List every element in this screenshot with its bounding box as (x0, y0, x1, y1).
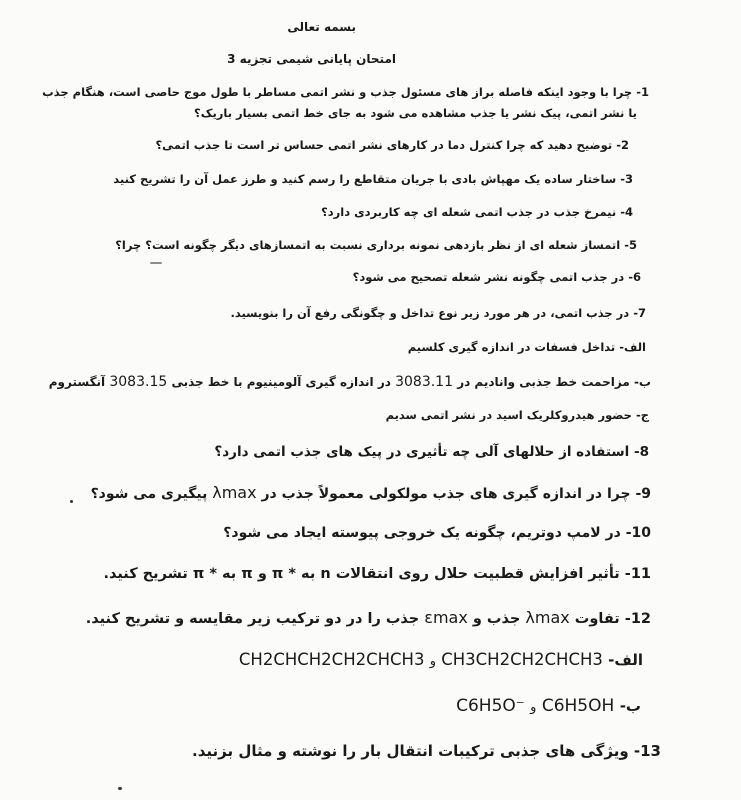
question-text: تفاوت (574, 611, 620, 627)
part-text: در اندازه گیری آلومینیوم با خط جذبی (171, 375, 391, 389)
wavelength-value: 3083.15 (109, 374, 168, 390)
question-12-part-a (239, 650, 643, 669)
question-9 (91, 483, 651, 502)
epsilon-max-symbol: εmax (424, 608, 468, 627)
scan-speck (150, 262, 162, 264)
question-number: 11- (624, 566, 651, 582)
question-number: 4- (620, 205, 633, 219)
question-12 (86, 608, 651, 627)
question-text: در جذب اتمی، در هر مورد زیر نوع تداخل و چگونگی رفع آن را بنویسید. (230, 306, 630, 320)
question-8 (214, 444, 649, 460)
question-11 (103, 566, 651, 582)
question-text: ساختار ساده یک مهپاش بادی با جریان متقاطع را رسم کنید و طرز عمل آن را تشریح کنید (113, 172, 617, 186)
question-number: 3- (620, 172, 633, 186)
question-text: اتمساز شعله ای از نظر بازدهی نمونه برداری نسبت به اتمسازهای دیگر چگونه است؟ چرا؟ (115, 238, 621, 252)
compound-formula: C6H5O⁻ (456, 696, 525, 716)
question-7-part-b (49, 374, 651, 390)
conjunction: و (530, 700, 537, 715)
part-label: ب- (633, 375, 651, 389)
question-7-part-c (386, 408, 649, 422)
question-text: توضیح دهید که چرا کنترل دما در کارهای نشر اتمی حساس تر است تا جذب اتمی؟ (155, 138, 613, 152)
question-text: استفاده از حلالهای آلی چه تأثیری در پیک های جذب اتمی دارد؟ (214, 444, 630, 460)
compound-formula: CH2CHCH2CH2CHCH3 (238, 650, 425, 669)
part-label: الف- (608, 651, 643, 669)
question-text: در لامپ دوتریم، چگونه یک خروجی پیوسته ایجاد می شود؟ (223, 525, 621, 541)
question-3 (113, 172, 633, 186)
question-12-part-b (456, 696, 641, 716)
question-number: 10- (625, 525, 651, 541)
question-text: تأثیر افزایش قطبیت حلال روی انتقالات n به * π و π به * π تشریح کنید. (103, 566, 620, 582)
question-text: چرا با وجود اینکه فاصله براز های مسئول جذب و نشر اتمی مساطر با طول موج حاصی است، هنگام جذب (42, 85, 633, 99)
question-number: 6- (628, 270, 641, 284)
question-13 (192, 742, 661, 760)
question-7 (230, 306, 646, 320)
part-text: آنگستروم (48, 375, 106, 389)
question-text: جذب را در دو ترکیب زیر مقایسه و تشریح کنید. (85, 611, 420, 627)
question-number: 2- (616, 138, 629, 152)
bismillah-heading: بسمه تعالی (287, 20, 356, 34)
question-6 (353, 270, 641, 284)
question-number: 7- (633, 306, 646, 320)
question-text: پیگیری می شود؟ (90, 486, 208, 502)
question-number: 5- (624, 238, 637, 252)
part-text: حضور هیدروکلریک اسید در نشر اتمی سدیم (385, 408, 632, 422)
compound-formula: C6H5OH (541, 696, 615, 716)
question-text: در جذب اتمی چگونه نشر شعله تصحیح می شود؟ (352, 270, 625, 284)
question-text: چرا در اندازه گیری های جذب مولکولی معمولاً جذب در (261, 486, 631, 502)
wavelength-value: 3083.11 (395, 374, 453, 390)
question-4 (321, 205, 633, 219)
question-number: 12- (624, 611, 651, 627)
question-number: 9- (635, 486, 651, 502)
question-text: ویژگی های جذبی ترکیبات انتقال بار را نوشته و مثال بزنید. (192, 742, 629, 760)
question-7-part-a (408, 340, 646, 354)
lambda-max-symbol: λmax (525, 608, 570, 627)
lambda-max-symbol: λmax (212, 483, 257, 502)
part-label: ب- (619, 697, 641, 715)
question-number: 13- (633, 742, 661, 760)
scan-speck (70, 500, 73, 503)
scan-speck (118, 787, 122, 790)
exam-title: امتحان پایانی شیمی تجزیه 3 (227, 52, 396, 66)
conjunction: و (429, 654, 436, 669)
question-1-cont (194, 106, 637, 120)
part-label: ج- (635, 408, 649, 422)
question-text: نیمرخ جذب در جذب اتمی شعله ای چه کاربردی دارد؟ (321, 205, 617, 219)
question-number: 8- (633, 444, 649, 460)
question-5 (115, 238, 637, 252)
question-text: جذب و (472, 611, 521, 627)
part-label: الف- (619, 340, 646, 354)
compound-formula: CH3CH2CH2CHCH3 (441, 650, 603, 669)
question-2 (155, 138, 629, 152)
question-10 (223, 525, 651, 541)
question-text: یا نشر اتمی، پیک نشر یا جذب مشاهده می شود به جای خط اتمی بسیار باریک؟ (194, 106, 637, 120)
part-text: مزاحمت خط جذبی وانادیم در (457, 375, 630, 389)
question-number: 1- (636, 85, 649, 99)
question-1 (42, 85, 649, 99)
part-text: تداخل فسفات در اندازه گیری کلسیم (407, 340, 616, 354)
